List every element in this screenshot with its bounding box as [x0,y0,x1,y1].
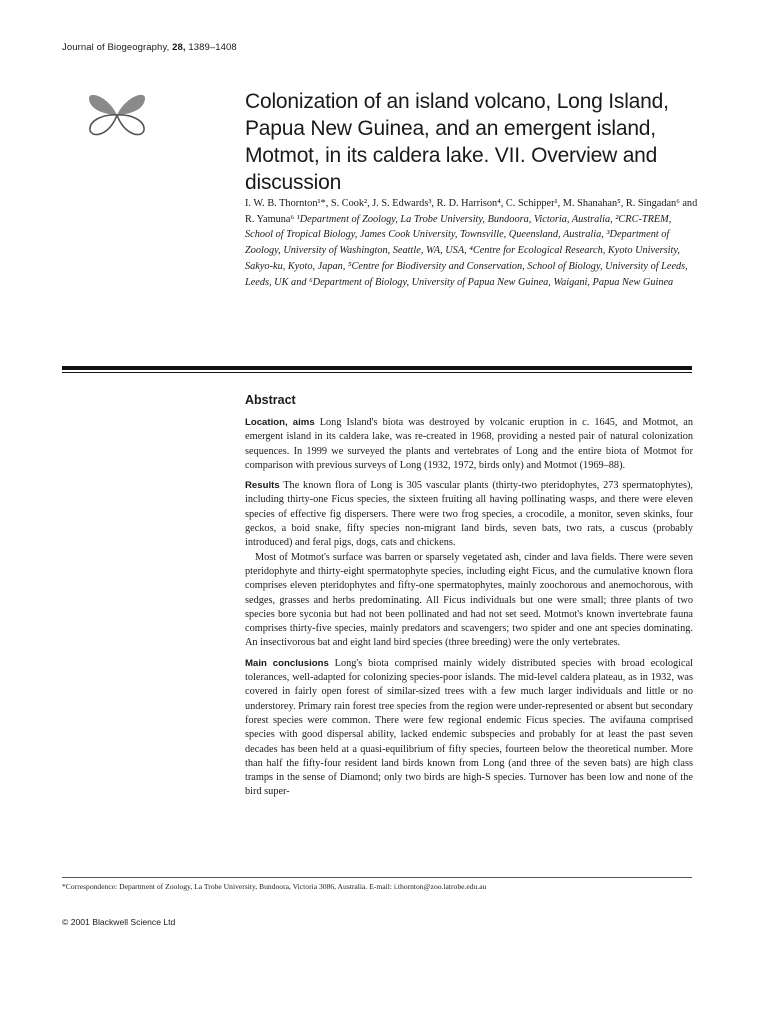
results-text: The known flora of Long is 305 vascular plants (thirty-two pteridophytes, 273 spermatophytes), including thirty-one Ficus species, the sixteen fruiting all having pollinating wasps, and there were eleven species of effective fig dispersers. There were two frog species, a crocodile, a monitor, seven skinks, four geckos, a boid snake, fifty species non-migrant land birds, seven bats, two rats, a cuscus (probably introduced) and feral pigs, dogs, cats and chickens. [245,480,693,549]
correspondence-footnote: *Correspondence: Department of Zoology, La Trobe University, Bundoora, Victoria 3086, Australia. E-mail: i.thornton@zoo.latrobe.edu.au [62,882,487,891]
header-divider-thick [62,366,692,370]
author-names: I. W. B. Thornton¹*, S. Cook², J. S. Edwards³, R. D. Harrison⁴, C. Schipper¹, M. Shanahan⁵, R. Singadan⁶ and R. Yamuna⁶ [245,198,698,225]
copyright-notice: © 2001 Blackwell Science Ltd [62,917,176,927]
abstract-body [245,416,693,800]
butterfly-logo-icon [84,90,150,140]
location-aims-label: Location, aims [245,417,315,428]
abstract-results-paragraph-2: Most of Motmot's surface was barren or sparsely vegetated ash, cinder and lava fields. There were seven pteridophyte and thirty-eight spermatophyte species, including eight Ficus, and the cumulative known flora comprises eleven pteridophytes and fifty-one spermatophytes, mainly zoochorous and anemochorous, with sedges, grasses and herbs predominating. All Ficus individuals but one were small; three plants of two species bore syconia but had not been pollinated and had not set seed. Motmot's known invertebrate fauna comprises thirty-five species, mainly predators and scavengers; two spider and one ant species dominating. An insectivorous bat and eight land bird species (three breeding) were the only vertebrates. [245,551,693,649]
main-conclusions-text: Long's biota comprised mainly widely distributed species with broad ecological tolerances, well-adapted for colonizing species-poor islands. The mid-level caldera plateau, as in 1932, was covered in fairly open forest of similar-sized trees with a few much larger individuals and little or no understorey. Primary rain forest tree species from the region were under-represented or absent but secondary forest species were common. There were few regional endemic Ficus species. The avifauna comprised species with good dispersal ability, lacked endemic subspecies and probably for at least the past seven decades has been held at a quasi-equilibrium of fifty species, fourteen below the theoretical number. More than half the fifty-four resident land birds known from Long (and three of the seven bats) are high class tramps in the sense of Diamond; only two birds are high-S species. Turnover has been low and none of the bird super- [245,657,693,798]
journal-name: Journal of Biogeography, [62,42,170,53]
abstract-conclusions-paragraph [245,657,693,800]
abstract-location-paragraph [245,416,693,473]
journal-pages: 1389–1408 [188,42,237,53]
abstract-results-paragraph [245,479,693,550]
author-affiliations: ¹Department of Zoology, La Trobe University, Bundoora, Victoria, Australia, ²CRC-TREM, School of Tropical Biology, James Cook University, Townsville, Queensland, Australia, ³Department of Zoology, University of Washington, Seattle, WA, USA, ⁴Centre for Ecological Research, Kyoto University, Sakyo-ku, Kyoto, Japan, ⁵Centre for Biodiversity and Conservation, School of Biology, University of Leeds, Leeds, UK and ⁶Department of Biology, University of Papua New Guinea, Waigani, Papua New Guinea [245,213,688,288]
journal-volume: 28, [172,42,186,53]
main-conclusions-label: Main conclusions [245,657,329,669]
article-title: Colonization of an island volcano, Long Island, Papua New Guinea, and an emergent island, Motmot, in its caldera lake. VII. Overview and discussion [245,90,669,194]
location-aims-text: Long Island's biota was destroyed by volcanic eruption in c. 1645, and Motmot, an emergent island in its caldera lake, was re-created in 1968, providing a nested pair of natural colonization sequences. In 1999 we surveyed the plants and vertebrates of Long and the entire biota of Motmot for comparison with previous surveys of Long (1932, 1972, birds only) and Motmot (1969–88). [245,417,694,471]
results-label: Results [245,480,280,492]
footnote-divider [62,877,692,878]
author-block [245,196,700,290]
abstract-heading: Abstract [245,393,296,407]
journal-reference [62,42,237,53]
header-divider-thin [62,372,692,373]
